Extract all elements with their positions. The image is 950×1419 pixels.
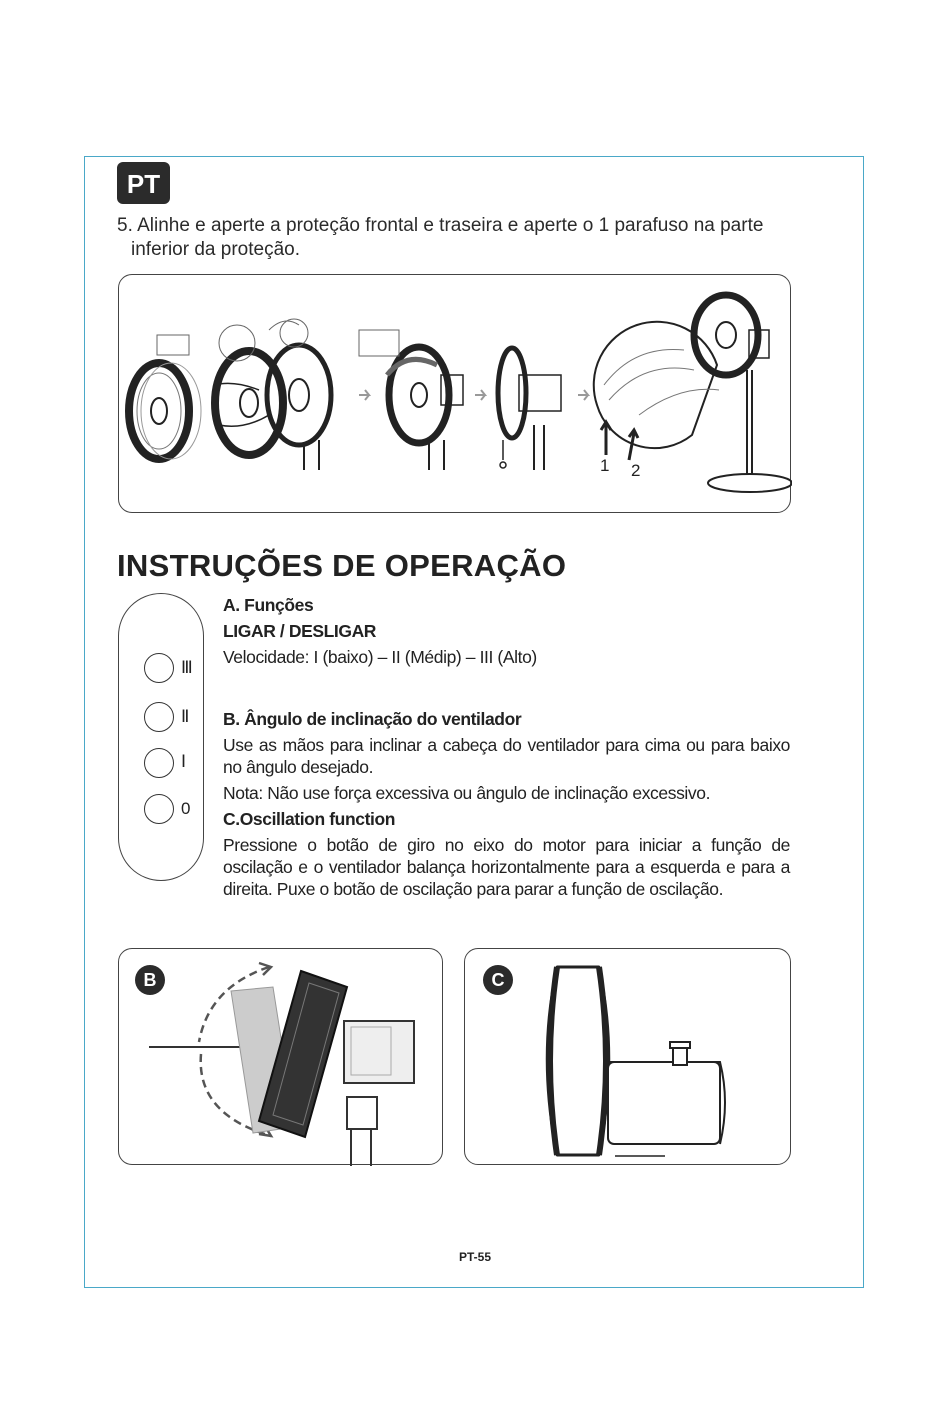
tilt-illustration xyxy=(119,949,444,1166)
page-number: PT-55 xyxy=(458,1250,491,1264)
callout-2: 2 xyxy=(631,461,641,480)
control-panel-illustration xyxy=(118,593,204,881)
power-off-button-icon xyxy=(144,794,174,824)
oscillation-illustration xyxy=(465,949,792,1166)
screw-detail-illustration xyxy=(594,322,719,460)
step-5-line-1: 5. Alinhe e aperte a proteção frontal e traseira e aperte o 1 parafuso na parte xyxy=(117,215,764,236)
oscillation-heading: C.Oscillation function xyxy=(223,809,396,829)
speed-3-button-icon xyxy=(144,653,174,683)
screw-insertion-illustration xyxy=(498,348,561,470)
figure-b-tilt-panel xyxy=(118,948,443,1165)
operation-instructions-text xyxy=(223,594,790,900)
speed-1-button-icon xyxy=(144,748,174,778)
tilt-angle-heading: B. Ângulo de inclinação do ventilador xyxy=(223,709,522,729)
figure-c-oscillation-panel xyxy=(464,948,791,1165)
callout-1: 1 xyxy=(600,456,610,475)
power-off-label: 0 xyxy=(181,799,191,818)
language-badge: PT xyxy=(117,162,170,204)
assembly-illustration xyxy=(119,275,792,514)
figure-b-badge: B xyxy=(135,965,165,995)
speed-3-label: Ⅲ xyxy=(181,658,193,677)
standing-fan-illustration xyxy=(694,295,792,492)
oscillation-text: Pressione o botão de giro no eixo do motor para iniciar a função de oscilação e o ventilador balança horizontalmente para a esquerda e para a direita. Puxe o botão de oscilação para parar a função de oscilação. xyxy=(223,835,790,899)
tilt-angle-note: Nota: Não use força excessiva ou ângulo de inclinação excessivo. xyxy=(223,783,711,803)
assembly-illustration-panel xyxy=(118,274,791,513)
speed-1-label: Ⅰ xyxy=(181,752,187,771)
figure-c-badge: C xyxy=(483,965,513,995)
speed-2-button-icon xyxy=(144,702,174,732)
power-toggle-text: LIGAR / DESLIGAR xyxy=(223,621,377,641)
front-guard-illustration xyxy=(129,335,201,459)
speed-levels-text: Velocidade: I (baixo) – II (Médip) – III (Alto) xyxy=(223,647,537,667)
speed-2-label: Ⅱ xyxy=(181,707,190,726)
guard-alignment-illustration xyxy=(214,319,331,470)
functions-heading: A. Funções xyxy=(223,595,314,615)
step-5-line-2: inferior da proteção. xyxy=(131,239,300,260)
guard-rotation-illustration xyxy=(359,330,463,470)
operation-instructions-title: INSTRUÇÕES DE OPERAÇÃO xyxy=(117,548,567,583)
tilt-angle-text: Use as mãos para inclinar a cabeça do ventilador para cima ou para baixo no ângulo desejado. xyxy=(223,735,790,777)
step-5-instruction xyxy=(117,214,797,262)
